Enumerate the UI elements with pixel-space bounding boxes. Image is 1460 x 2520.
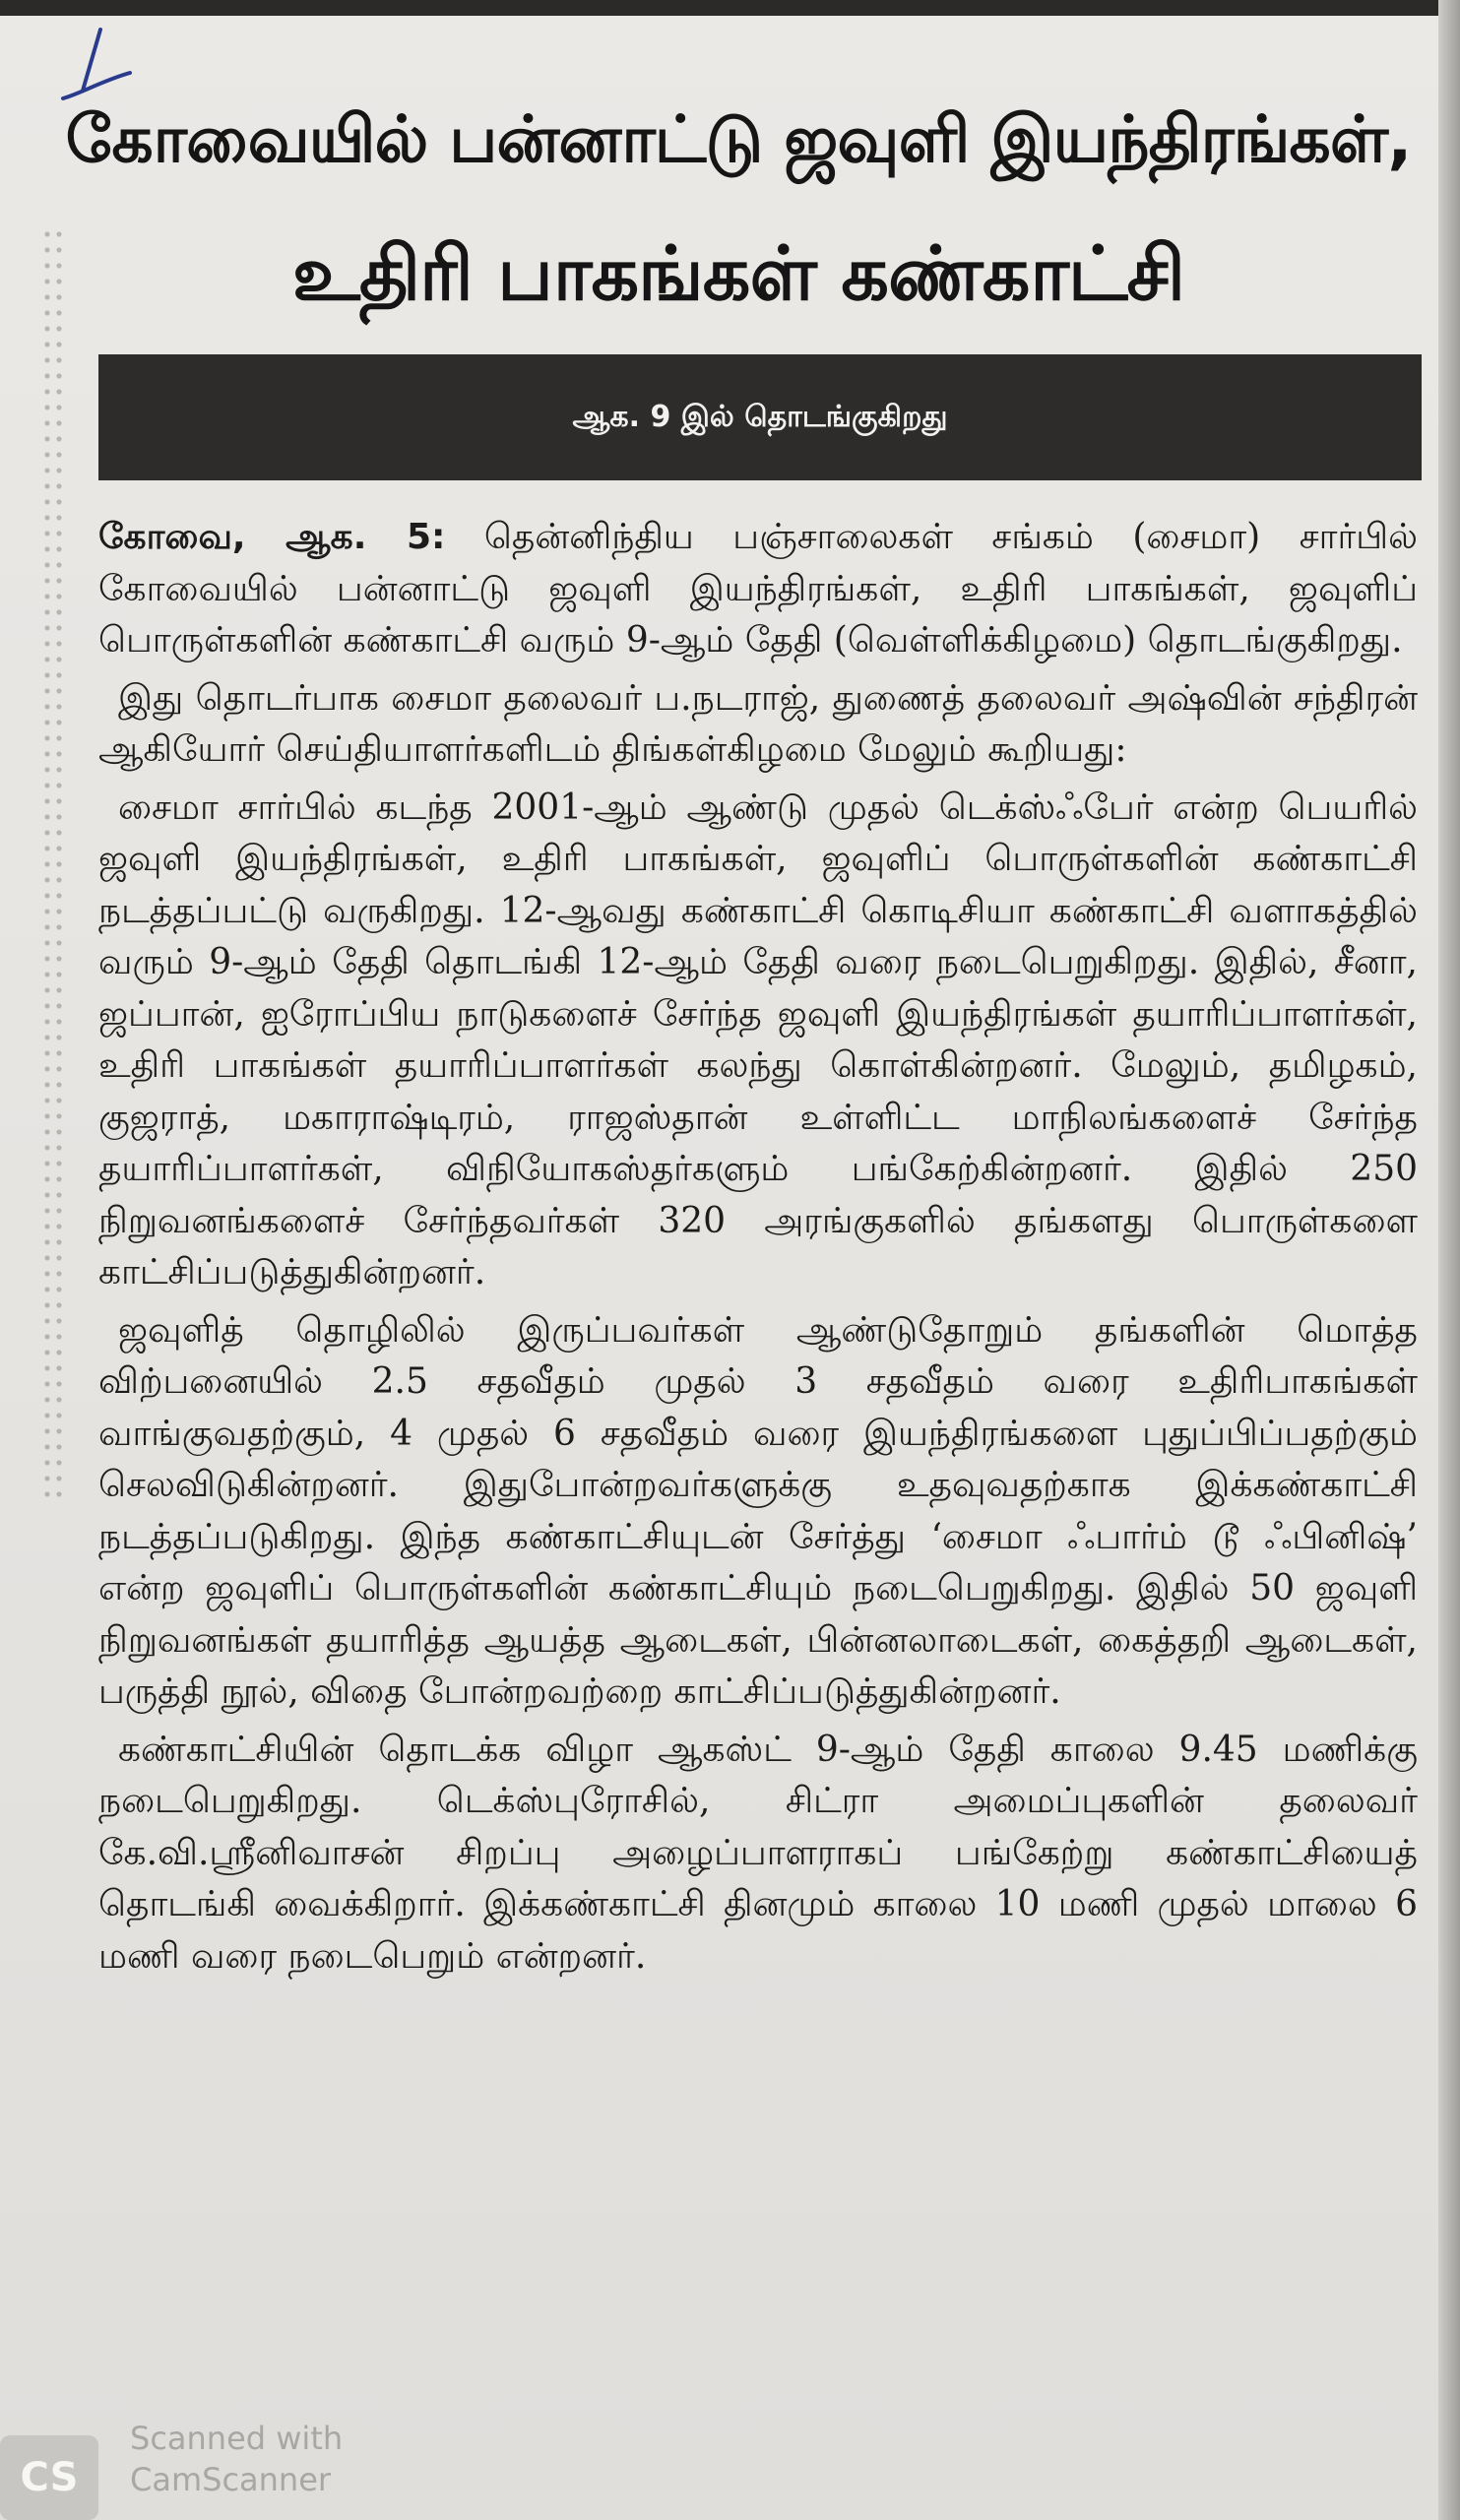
- article-paragraph: சைமா சார்பில் கடந்த 2001-ஆம் ஆண்டு முதல் டெக்ஸ்ஃபேர் என்ற பெயரில் ஜவுளி இயந்திரங்கள், உதிரி பாகங்கள், ஜவுளிப் பொருள்களின் கண்காட்சி நடத்தப்பட்டு வருகிறது. 12-ஆவது கண்காட்சி கொடிசியா கண்காட்சி வளாகத்தில் வரும் 9-ஆம் தேதி தொடங்கி 12-ஆம் தேதி வரை நடைபெறுகிறது. இதில், சீனா, ஜப்பான், ஐரோப்பிய நாடுகளைச் சேர்ந்த ஜவுளி இயந்திரங்கள் தயாரிப்பாளர்கள், உதிரி பாகங்கள் தயாரிப்பாளர்கள் கலந்து கொள்கின்றனர். மேலும், தமிழகம், குஜராத், மகாராஷ்டிரம், ராஜஸ்தான் உள்ளிட்ட மாநிலங்களைச் சேர்ந்த தயாரிப்பாளர்கள், விநியோகஸ்தர்களும் பங்கேற்கின்றனர். இதில் 250 நிறுவனங்களைச் சேர்ந்தவர்கள் 320 அரங்குகளில் தங்களது பொருள்களை காட்சிப்படுத்துகின்றனர்.: [98, 787, 1418, 1292]
- page-edge-shadow: [1438, 0, 1460, 2520]
- camscanner-logo: CS: [0, 2435, 98, 2520]
- headline-line-2: உதிரி பாகங்கள் கண்காட்சி: [291, 229, 1185, 317]
- top-dark-band: [0, 0, 1460, 16]
- article-paragraph: [98, 512, 1418, 667]
- perforation-dots: [41, 226, 63, 1506]
- watermark-line-2: CamScanner: [130, 2461, 332, 2498]
- article-body: [98, 512, 1418, 1988]
- camscanner-watermark: [130, 2418, 425, 2500]
- paragraph-text: தென்னிந்திய பஞ்சாலைகள் சங்கம் (சைமா) சார்பில் கோவையில் பன்னாட்டு ஜவுளி இயந்திரங்கள், உதிரி பாகங்கள், ஜவுளிப் பொருள்களின் கண்காட்சி வரும் 9-ஆம் தேதி (வெள்ளிக்கிழமை) தொடங்குகிறது.: [98, 517, 1418, 661]
- article-paragraph: கண்காட்சியின் தொடக்க விழா ஆகஸ்ட் 9-ஆம் தேதி காலை 9.45 மணிக்கு நடைபெறுகிறது. டெக்ஸ்புரோசில், சிட்ரா அமைப்புகளின் தலைவர் கே.வி.ஸ்ரீனிவாசன் சிறப்பு அழைப்பாளராகப் பங்கேற்று கண்காட்சியைத் தொடங்கி வைக்கிறார். இக்கண்காட்சி தினமும் காலை 10 மணி முதல் மாலை 6 மணி வரை நடைபெறும் என்றனர்.: [98, 1729, 1418, 1977]
- subheadline-banner: [98, 354, 1422, 480]
- article-paragraph: ஜவுளித் தொழிலில் இருப்பவர்கள் ஆண்டுதோறும் தங்களின் மொத்த விற்பனையில் 2.5 சதவீதம் முதல் 3 சதவீதம் வரை உதிரிபாகங்கள் வாங்குவதற்கும், 4 முதல் 6 சதவீதம் வரை இயந்திரங்களை புதுப்பிப்பதற்கும் செலவிடுகின்றனர். இதுபோன்றவர்களுக்கு உதவுவதற்காக இக்கண்காட்சி நடத்தப்படுகிறது. இந்த கண்காட்சியுடன் சேர்த்து ‘சைமா ஃபார்ம் டூ ஃபினிஷ்’ என்ற ஜவுளிப் பொருள்களின் கண்காட்சியும் நடைபெறுகிறது. இதில் 50 ஜவுளி நிறுவனங்கள் தயாரித்த ஆயத்த ஆடைகள், பின்னலாடைகள், கைத்தறி ஆடைகள், பருத்தி நூல், விதை போன்றவற்றை காட்சிப்படுத்துகின்றனர்.: [98, 1309, 1418, 1712]
- article-paragraph: இது தொடர்பாக சைமா தலைவர் ப.நடராஜ், துணைத் தலைவர் அஷ்வின் சந்திரன் ஆகியோர் செய்தியாளர்களிடம் திங்கள்கிழமை மேலும் கூறியது:: [98, 677, 1418, 770]
- subheadline: ஆக. 9 இல் தொடங்குகிறது: [572, 400, 948, 434]
- dateline: கோவை, ஆக. 5:: [98, 517, 446, 557]
- headline-line-1: கோவையில் பன்னாட்டு ஜவுளி இயந்திரங்கள்,: [65, 101, 1412, 177]
- watermark-line-1: Scanned with: [130, 2420, 344, 2457]
